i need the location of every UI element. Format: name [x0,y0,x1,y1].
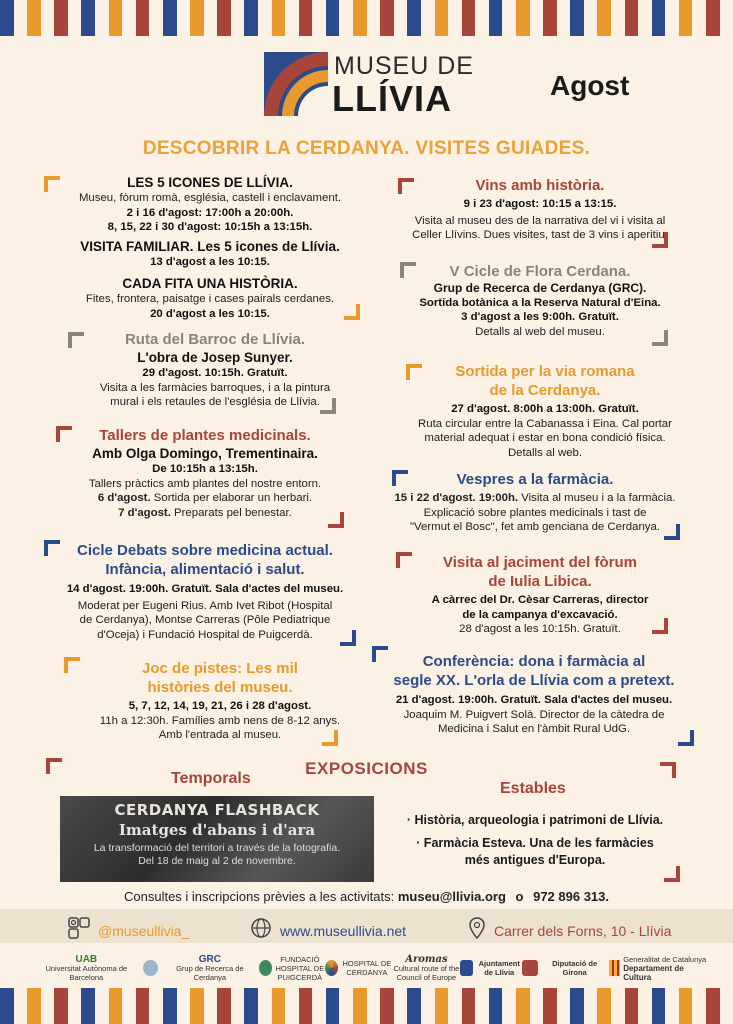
event-desc: Sortida botànica a la Reserva Natural d'Eina. [419,296,661,309]
main-title: DESCOBRIR LA CERDANYA. VISITES GUIADES. [142,138,591,159]
stripe [68,0,82,36]
stripe [679,988,693,1024]
stripe [367,0,381,36]
event-subtitle: Amb Olga Domingo, Trementinaira. [92,446,318,461]
event-desc: Celler Llívins. Dues visites, tast de 3 vins i aperitiu. [412,229,668,241]
event-date: 27 d'agost. 8:00h a 13:00h. Gratuït. [451,403,639,415]
stripe [475,988,489,1024]
social-handle[interactable] [68,917,189,944]
event-date: 7 d'agost. Preparats pel benestar. [118,506,292,519]
event-title: Vespres a la farmàcia. [456,471,614,488]
stripe [244,0,258,36]
stripe [54,0,68,36]
stripe [109,988,123,1024]
event-cada-fita [50,275,370,321]
event-jaciment [400,553,680,637]
sponsor-aromas-logo: Aromas Cultural route of the Council of Europe [393,953,460,982]
stripe [448,0,462,36]
event-title: Infància, alimentació i salut. [105,561,305,578]
stripe [339,0,353,36]
stripe [339,988,353,1024]
event-title: Cicle Debats sobre medicina actual. [77,542,333,559]
stripe [149,0,163,36]
event-date: 28 d'agost a les 10:15h. Gratuït. [459,623,621,635]
stripe [312,988,326,1024]
stripe [638,988,652,1024]
stripe [258,988,272,1024]
event-5-icones [50,174,370,235]
stripe [665,988,679,1024]
stripe [611,988,625,1024]
stripe [692,988,706,1024]
stripe [285,0,299,36]
event-date: 14 d'agost. 19:00h. Gratuït. Sala d'actes del museu. [66,583,344,595]
event-desc: Museu, fòrum romà, església, castell i enclavament. [78,192,342,204]
month-title: Agost [550,70,630,101]
stripe [149,988,163,1024]
hospital-icon [325,960,338,976]
website-link[interactable] [250,917,406,944]
stripe [68,988,82,1024]
event-title: Vins amb història. [475,177,605,194]
stripe [353,988,367,1024]
stripe [136,988,150,1024]
sponsor-hospital-logo: HOSPITAL DE CERDANYA [325,959,393,977]
stripe [81,0,95,36]
stripe [122,988,136,1024]
stripe [394,0,408,36]
event-desc: d'Oceja) i Fundació Hospital de Puigcerdà. [97,628,313,641]
event-title: LES 5 ICONES DE LLÍVIA. [127,175,293,190]
corner-bracket [328,512,344,528]
stripe [163,0,177,36]
stripe [584,0,598,36]
stripe [326,988,340,1024]
corner-bracket [340,630,356,646]
contact-text: Consultes i inscripcions prèvies a les activitats: [123,889,395,904]
stripe [177,0,191,36]
stripe [720,0,733,36]
stripe [584,988,598,1024]
stripe [720,988,733,1024]
estables-heading: Estables [500,780,566,797]
corner-bracket [344,304,360,320]
stripe [272,0,286,36]
event-title: de Iulia Libica. [488,573,592,590]
sponsor-fundacio-logo: FUNDACIÓ HOSPITAL DE PUIGCERDÀ [259,955,325,982]
corner-bracket [652,232,668,248]
event-title: Joc de pistes: Les mil [142,660,298,677]
stripe [136,0,150,36]
stripe [448,988,462,1024]
event-title: Visita al jaciment del fòrum [443,554,637,571]
stripe [516,988,530,1024]
senyera-icon [609,960,620,976]
stripe [692,0,706,36]
stripe [502,988,516,1024]
globe-icon [250,917,272,944]
event-desc: mural i els retaules de l'església de Llívia. [110,396,320,408]
event-title: Tallers de plantes medicinals. [99,427,311,444]
event-title: Conferència: dona i farmàcia al [422,653,646,670]
list-item: més antigues d'Europa. [464,853,606,867]
stripe [14,988,28,1024]
address [468,917,671,944]
event-title: V Cicle de Flora Cerdana. [449,263,631,280]
stripe [625,0,639,36]
event-subtitle: L'obra de Josep Sunyer. [137,350,293,365]
logo-line2: LLÍVIA [332,78,452,119]
event-desc: 11h a 12:30h. Famílies amb nens de 8-12 anys. [99,714,341,727]
event-cicle-debats [40,541,370,642]
stripe [27,0,41,36]
stripe [122,0,136,36]
stripe [407,0,421,36]
event-desc: Joaquim M. Puigvert Solà. Director de la càtedra de [403,708,665,721]
stripe [367,988,381,1024]
fundacio-icon [259,960,272,976]
stripe [543,988,557,1024]
stripe [204,988,218,1024]
corner-bracket [678,730,694,746]
stripe [163,988,177,1024]
stripe [462,988,476,1024]
corner-bracket [652,618,668,634]
stripe [462,0,476,36]
corner-bracket [664,524,680,540]
website-text: www.museullivia.net [280,922,407,939]
event-date: 15 i 22 d'agost. 19:00h. Visita al museu i a la farmàcia. [394,492,676,504]
stripe [0,0,14,36]
sponsor-grc-logo: GRC Grup de Recerca de Cerdanya [143,955,259,982]
shield-icon [460,960,473,976]
event-desc: Explicació sobre plantes medicinals i tast de [423,506,647,519]
photo-dates: Del 18 de maig al 2 de novembre. [138,855,296,867]
stripe [231,988,245,1024]
bottom-stripes [0,988,733,1024]
contact-phone[interactable]: 972 896 313. [533,889,609,904]
event-desc: "Vermut el Bosc", fet amb genciana de Cerdanya. [410,521,660,533]
photo-subtitle: Imatges d'abans i d'ara [118,821,316,839]
stripe [380,988,394,1024]
event-desc: Detalls al web del museu. [475,325,605,338]
stripe [502,0,516,36]
stripe [489,988,503,1024]
stripe [530,988,544,1024]
stripe [95,988,109,1024]
exhibitions-title: EXPOSICIONS [305,759,428,778]
sponsor-generalitat-logo: Generalitat de Catalunya Departament de Cultura [609,955,710,982]
event-date: 21 d'agost. 19:00h. Gratuït. Sala d'actes del museu. [395,694,673,706]
event-date: 29 d'agost. 10:15h. Gratuït. [142,367,288,379]
stripe [597,0,611,36]
stripe [14,0,28,36]
event-vins [390,176,690,243]
stripe [54,988,68,1024]
event-vespres [385,470,685,535]
stripe [625,988,639,1024]
stripe [557,988,571,1024]
stripe [0,988,14,1024]
stripe [177,988,191,1024]
sponsor-uab-logo: UAB Universitat Autònoma de Barcelona [45,953,128,982]
temporals-heading: Temporals [171,770,251,787]
corner-bracket [664,866,680,882]
stripe [638,0,652,36]
stripe [611,0,625,36]
sponsor-logos [30,950,710,986]
diputacio-icon [522,960,537,976]
event-desc: de Cerdanya), Montse Carreras (Pôle Pediatrique [79,614,331,626]
stripe [312,0,326,36]
event-org: Grup de Recerca de Cerdanya (GRC). [433,281,647,295]
stripe [217,0,231,36]
stripe [543,0,557,36]
event-ruta-barroc [70,330,360,410]
stripe [421,0,435,36]
stripe [570,988,584,1024]
event-title: de la Cerdanya. [489,382,601,399]
stripe [652,0,666,36]
stripe [394,988,408,1024]
stripe [272,988,286,1024]
event-tallers [60,426,350,520]
list-item: · Farmàcia Esteva. Una de les farmàcies [416,836,654,850]
stripe [231,0,245,36]
corner-bracket [652,330,668,346]
photo-title: CERDANYA FLASHBACK [114,801,320,819]
stripe [652,988,666,1024]
stripe [516,0,530,36]
stripe [679,0,693,36]
stripe [706,988,720,1024]
stripe [435,0,449,36]
stripe [489,0,503,36]
event-date: 20 d'agost a les 10:15. [150,307,270,320]
stripe [706,0,720,36]
event-desc: Medicina i Salut en l'àmbit Rural UdG. [437,723,631,735]
stripe [109,0,123,36]
event-desc: Detalls al web. [507,446,583,459]
grc-icon [143,960,158,976]
contact-line [0,889,733,904]
event-time: De 10:15h a 13:15h. [152,463,258,475]
event-date: 8, 15, 22 i 30 d'agost: 10:15h a 13:15h. [107,221,313,233]
event-date: 3 d'agost a les 9:00h. Gratuït. [461,311,619,323]
stripe [27,988,41,1024]
stripe [190,988,204,1024]
event-desc: Fites, frontera, paisatge i cases pairals cerdanes. [85,293,335,305]
stripe [41,988,55,1024]
event-date: 9 i 23 d'agost: 10:15 a 13:15. [463,198,617,210]
event-desc: Ruta circular entre la Cabanassa i Eina. Cal portar [418,417,672,430]
stripe [285,988,299,1024]
estables-list [390,812,680,875]
event-desc: material adequat i estar en bona condició física. [424,432,666,444]
stripe [299,0,313,36]
stripe [557,0,571,36]
address-text: Carrer dels Forns, 10 - Llívia [494,922,672,939]
event-speaker: A càrrec del Dr. Cèsar Carreras, director [431,594,649,606]
stripe [421,988,435,1024]
list-item: · Història, arqueologia i patrimoni de Llívia. [406,813,664,827]
event-date: 5, 7, 12, 14, 19, 21, 26 i 28 d'agost. [128,700,312,712]
stripe [665,0,679,36]
event-desc: Visita al museu des de la narrativa del vi i visita al [414,214,666,227]
event-flora [400,262,680,339]
logo-mark-icon [264,52,328,116]
event-date: 2 i 16 d'agost: 17:00h a 20:00h. [126,206,294,219]
stripe [597,988,611,1024]
event-title: segle XX. L'orla de Llívia com a pretext. [393,672,675,689]
event-date: 13 d'agost a les 10:15. [150,256,270,268]
stripe [475,0,489,36]
stripe [326,0,340,36]
stripe [530,0,544,36]
corner-bracket [322,730,338,746]
event-title: VISITA FAMILIAR. Les 5 icones de Llívia. [80,239,340,254]
stripe [95,0,109,36]
event-desc: Tallers pràctics amb plantes del nostre entorn. [88,477,322,490]
social-media-icon [68,917,90,944]
stripe [81,988,95,1024]
top-stripes [0,0,733,36]
stripe [204,0,218,36]
event-speaker: de la campanya d'excavació. [462,608,618,621]
stripe [353,0,367,36]
event-desc: Moderat per Eugeni Rius. Amb Ivet Ribot (Hospital [77,599,333,612]
location-pin-icon [468,917,486,944]
event-via-romana [400,362,690,460]
contact-email-link[interactable]: museu@llivia.org [397,889,506,904]
stripe [41,0,55,36]
event-title: històries del museu. [147,679,293,696]
flashback-exhibition-image [60,796,374,882]
sponsor-ajuntament-logo: Ajuntament de Llívia [460,959,522,977]
event-title: CADA FITA UNA HISTÒRIA. [122,276,298,291]
stripe [258,0,272,36]
social-handle-text: @museullivia_ [98,922,190,939]
event-desc: Amb l'entrada al museu. [158,729,282,741]
stripe [380,0,394,36]
stripe [299,988,313,1024]
contact-separator: o [515,889,524,904]
museum-logo [264,52,478,119]
event-title: Sortida per la via romana [455,363,635,380]
photo-desc: La transformació del territori a través de la fotografia. [93,842,341,854]
stripe [435,988,449,1024]
event-date: 6 d'agost. Sortida per elaborar un herbari. [97,492,313,504]
logo-line1: MUSEU DE [334,52,474,80]
stripe [244,988,258,1024]
stripe [570,0,584,36]
stripe [217,988,231,1024]
event-title: Ruta del Barroc de Llívia. [124,331,306,348]
corner-bracket [320,398,336,414]
stripe [190,0,204,36]
event-desc: Visita a les farmàcies barroques, i a la pintura [99,381,331,394]
stripe [407,988,421,1024]
sponsor-diputacio-logo: Diputació de Girona [522,959,608,977]
event-conferencia [372,652,696,737]
event-visita-familiar [50,238,370,270]
